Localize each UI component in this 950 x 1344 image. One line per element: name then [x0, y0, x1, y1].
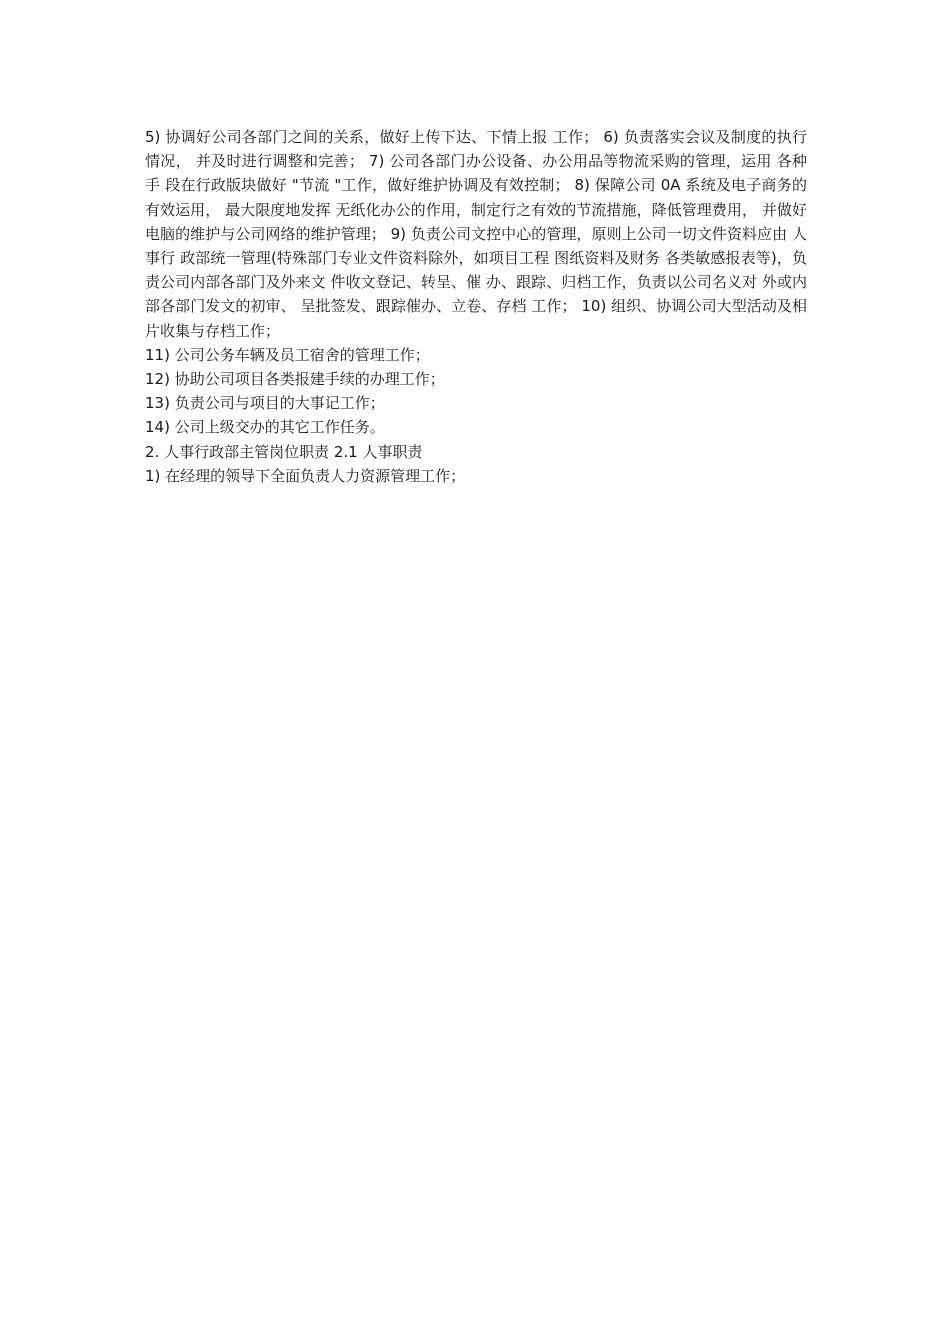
duty-item-14: 14) 公司上级交办的其它工作任务。 — [145, 418, 385, 437]
duty-item-12: 12) 协助公司项目各类报建手续的办理工作； — [145, 370, 445, 389]
hr-duty-item-1: 1) 在经理的领导下全面负责人力资源管理工作； — [145, 466, 466, 485]
duty-item-11: 11) 公司公务车辆及员工宿舍的管理工作； — [145, 345, 430, 364]
duty-item-13: 13) 负责公司与项目的大事记工作； — [145, 394, 385, 413]
duties-paragraph: 5) 协调好公司各部门之间的关系，做好上传下达、下情上报 工作； 6) 负责落实会议及制度的执行情况， 并及时进行调整和完善； 7) 公司各部门办公设备、办公用品等物流采购的管理，运用 各种手 段在行政版块做好 "节流 "工作，做好维护协调及有效控制； 8) 保障公司 0A 系统及电子商务的有效运用， 最大限度地发挥 无纸化办公的作用，制定行之有效的节流措施，降低管理费用， 并做好 电脑的维护与公司网络的维护管理； 9) 负责公司文控中心的管理，原则上公司一切文件资料应由 人事行 政部统一管理(特殊部门专业文件资料除外，如项目工程 图纸资料及财务 各类敏感报表等)，负责公司内部各部门及外来文 件收文登记、转呈、催 办、跟踪、归档工作，负责以公司名义对 外或内部各部门发文的初审、 呈批签发、跟踪催办、立卷、存档 工作； 10) 组织、协调公司大型活动及相片收集与存档工作； — [145, 128, 807, 340]
document-body — [145, 125, 807, 488]
section-heading: 2. 人事行政部主管岗位职责 2.1 人事职责 — [145, 442, 423, 461]
